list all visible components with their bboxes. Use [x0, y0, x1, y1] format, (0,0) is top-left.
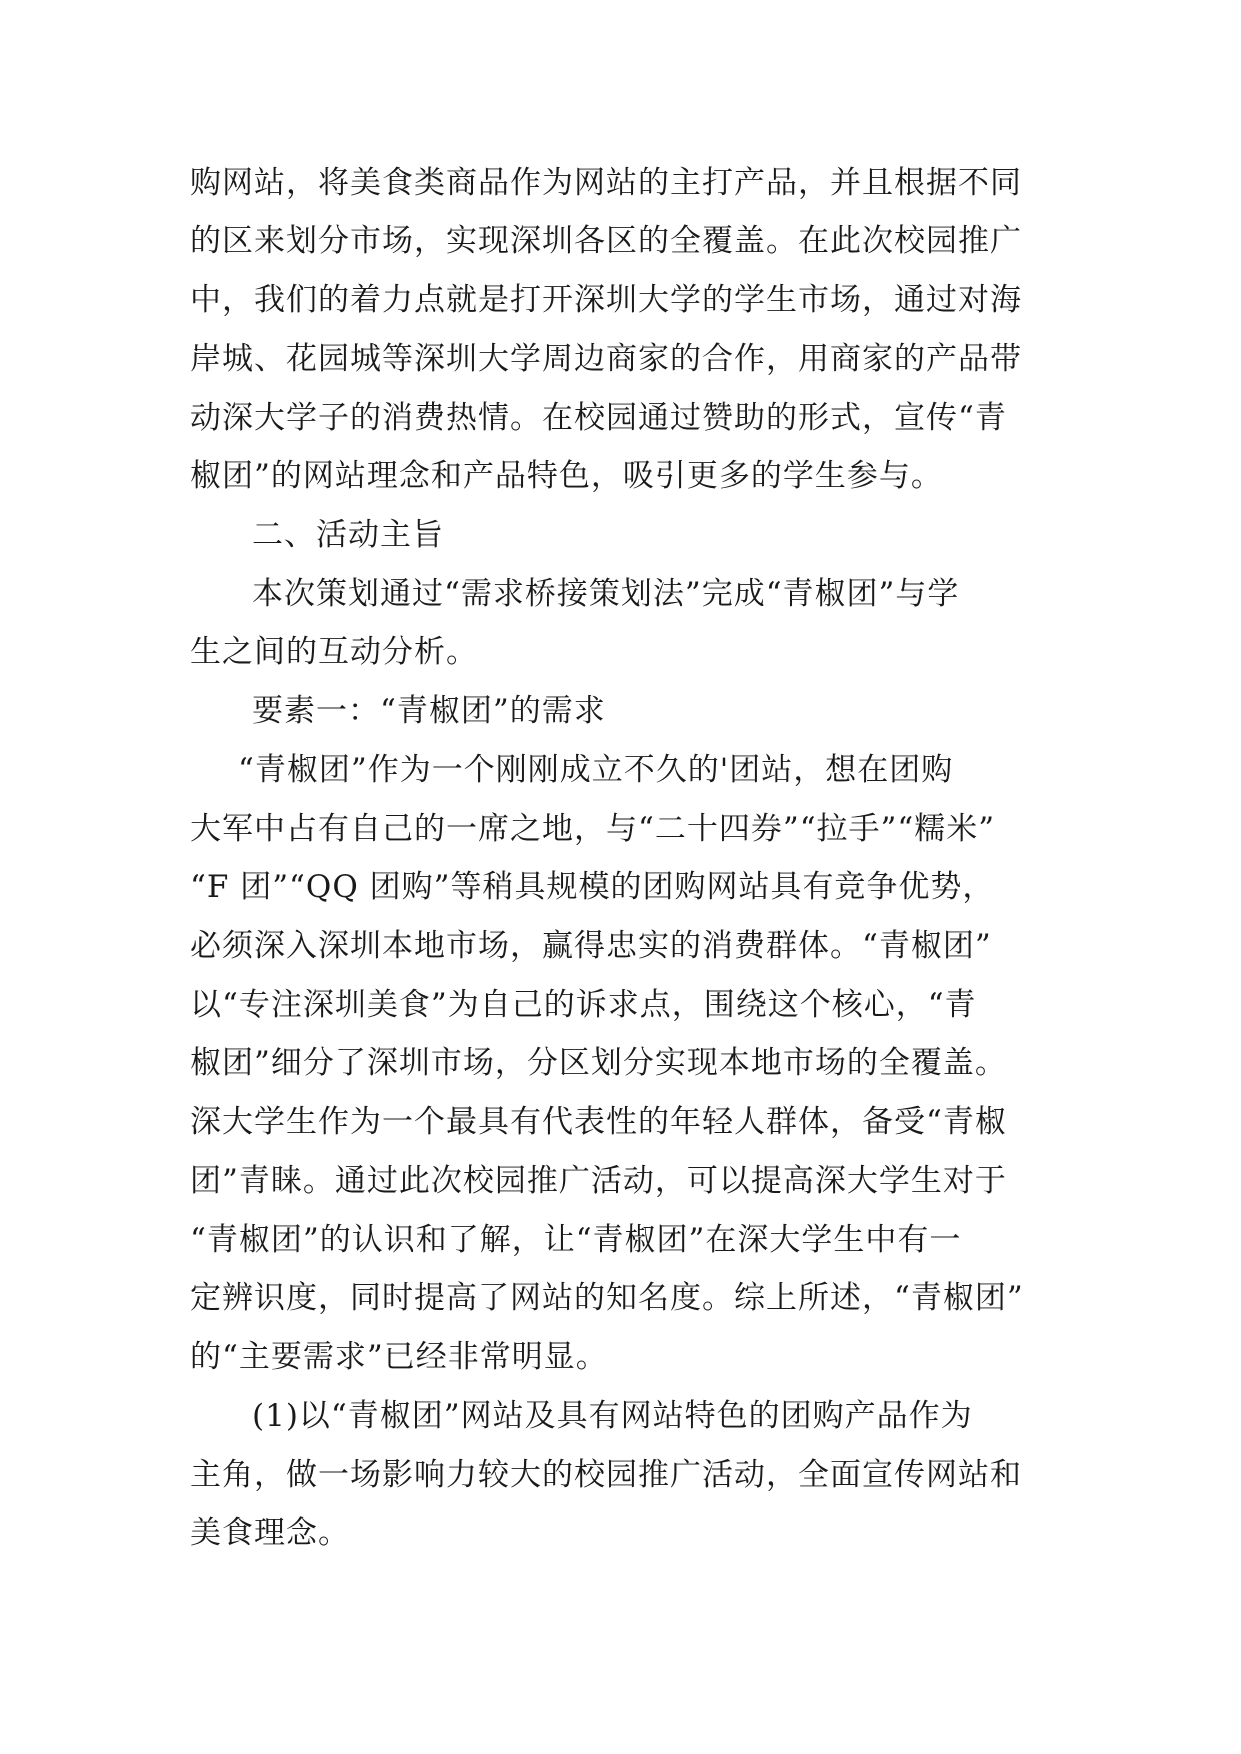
text-line: 团”青睐。通过此次校园推广活动，可以提高深大学生对于: [190, 1163, 1007, 1199]
text-line: 椒团”细分了深圳市场，分区划分实现本地市场的全覆盖。: [190, 1045, 1007, 1081]
text-line: 的“主要需求”已经非常明显。: [190, 1339, 608, 1375]
text-line: 必须深入深圳本地市场，赢得忠实的消费群体。“青椒团”: [190, 928, 992, 964]
text-line: 生之间的互动分析。: [190, 634, 478, 670]
text-line: 美食理念。: [190, 1515, 350, 1551]
text-line: 大军中占有自己的一席之地，与“二十四券”“拉手”“糯米”: [190, 811, 996, 847]
text-line: 中，我们的着力点就是打开深圳大学的学生市场，通过对海: [190, 282, 1022, 318]
text-line: 岸城、花园城等深圳大学周边商家的合作，用商家的产品带: [190, 341, 1022, 377]
text-line: 购网站，将美食类商品作为网站的主打产品，并且根据不同: [190, 165, 1022, 201]
text-line: “青椒团”作为一个刚刚成立不久的'团站，想在团购: [238, 752, 954, 788]
section-heading: 二、活动主旨: [252, 517, 444, 553]
text-line: 本次策划通过“需求桥接策划法”完成“青椒团”与学: [252, 576, 960, 612]
text-line: 深大学生作为一个最具有代表性的年轻人群体，备受“青椒: [190, 1104, 1007, 1140]
text-line: 的区来划分市场，实现深圳各区的全覆盖。在此次校园推广: [190, 223, 1022, 259]
text-line: 椒团”的网站理念和产品特色，吸引更多的学生参与。: [190, 458, 943, 494]
text-line: 动深大学子的消费热情。在校园通过赞助的形式，宣传“青: [190, 400, 1007, 436]
text-line: 以“专注深圳美食”为自己的诉求点，围绕这个核心，“青: [190, 987, 977, 1023]
text-line: 主角，做一场影响力较大的校园推广活动，全面宣传网站和: [190, 1457, 1022, 1493]
text-line: “F 团”“QQ 团购”等稍具规模的团购网站具有竞争优势，: [190, 869, 995, 905]
list-item: (1)以“青椒团”网站及具有网站特色的团购产品作为: [252, 1398, 973, 1434]
text-line: 定辨识度，同时提高了网站的知名度。综上所述，“青椒团”: [190, 1280, 1024, 1316]
text-line: “青椒团”的认识和了解，让“青椒团”在深大学生中有一: [190, 1222, 962, 1258]
subheading: 要素一：“青椒团”的需求: [252, 693, 606, 729]
